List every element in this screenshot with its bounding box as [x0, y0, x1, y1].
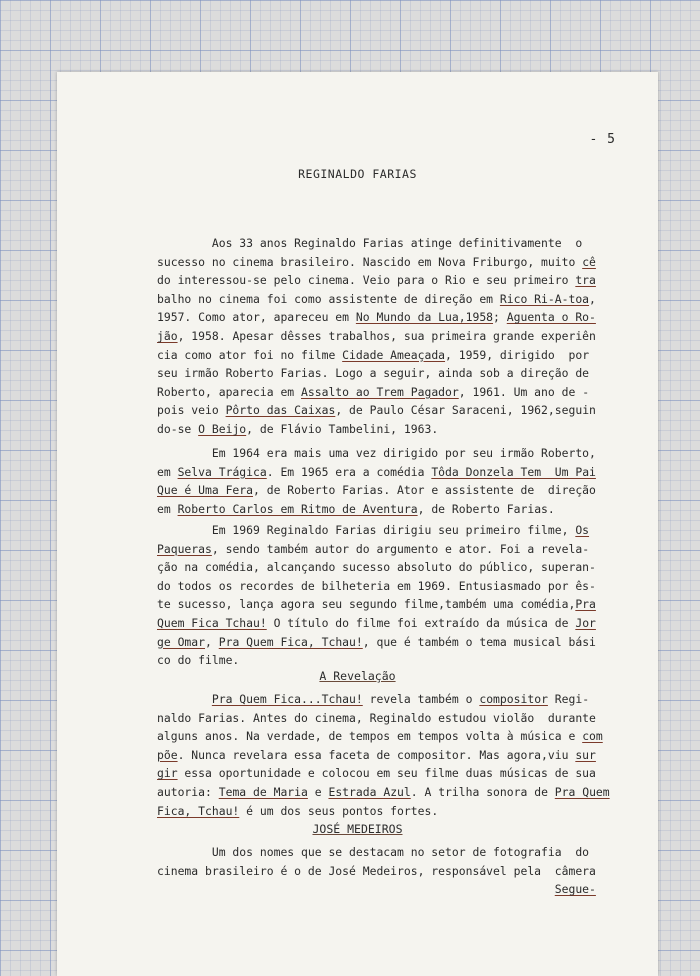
- text-run: Um dos nomes que se destacam no setor de fotografia do: [157, 845, 590, 859]
- text-run: Regi-: [547, 692, 590, 706]
- text-line: [157, 595, 613, 614]
- underlined-title: com: [582, 729, 603, 744]
- underlined-title: Aguenta o Ro-: [506, 310, 596, 325]
- text-line: [157, 862, 613, 881]
- text-run: sucesso no cinema brasileiro. Nascido em Nova Friburgo, muito: [157, 254, 583, 269]
- text-run: cia como ator foi no filme: [157, 347, 343, 362]
- section-heading-jose-text: JOSÉ MEDEIROS: [312, 822, 403, 836]
- underlined-title: Quem Fica Tchau!: [157, 615, 267, 630]
- text-line: [157, 346, 613, 365]
- text-run: ,: [205, 634, 219, 649]
- underlined-title: Rico Ri-A-toa: [499, 291, 590, 306]
- text-line: [157, 327, 613, 346]
- text-line: [157, 383, 613, 402]
- text-run: , 1961. Um ano de -: [458, 384, 590, 399]
- text-run: . Nunca revelara essa faceta de compositor. Mas agora,viu: [177, 747, 576, 762]
- text-line: [157, 521, 613, 540]
- text-run: , que é também o tema musical bási: [362, 634, 596, 649]
- text-run: [157, 882, 555, 896]
- text-run: do interessou-se pelo cinema. Veio para o Rio e seu primeiro: [157, 273, 576, 288]
- text-run: Em 1969 Reginaldo Farias dirigiu seu primeiro filme,: [157, 523, 576, 537]
- typed-page: [57, 72, 658, 976]
- text-run: alguns anos. Na verdade, de tempos em tempos volta à música e: [157, 729, 583, 744]
- text-run: co do filme.: [157, 653, 240, 668]
- underlined-title: Assalto ao Trem Pagador: [301, 384, 459, 399]
- paragraph-2: [157, 444, 613, 518]
- text-run: essa oportunidade e colocou em seu filme duas músicas de sua: [177, 766, 596, 781]
- text-line: [157, 764, 613, 783]
- text-line: [157, 633, 613, 652]
- underlined-title: tra: [575, 273, 596, 288]
- underlined-title: põe: [157, 747, 178, 762]
- text-line: [157, 463, 613, 482]
- underlined-title: Fica, Tchau!: [157, 803, 240, 818]
- text-line: [157, 444, 613, 463]
- text-run: ção na comédia, alcançando sucesso absoluto do público, superan-: [157, 560, 596, 575]
- underlined-title: gir: [157, 766, 178, 781]
- paragraph-1: [157, 234, 613, 439]
- text-line: [157, 290, 613, 309]
- text-line: [157, 802, 613, 821]
- text-run: balho no cinema foi como assistente de direção em: [157, 291, 500, 306]
- document-title: REGINALDO FARIAS: [298, 167, 417, 181]
- text-run: em: [157, 501, 178, 516]
- text-line: [157, 614, 613, 633]
- text-line: [157, 500, 613, 519]
- text-line: [157, 727, 613, 746]
- underlined-title: ge Omar: [157, 634, 206, 649]
- paragraph-3: [157, 521, 613, 670]
- text-run: O título do filme foi extraído da música de: [266, 615, 576, 630]
- text-run: Roberto, aparecia em: [157, 384, 302, 399]
- text-run: , 1959, dirigido por: [445, 347, 590, 362]
- underlined-title: Que é Uma Fera: [157, 483, 254, 498]
- text-line: [157, 709, 613, 728]
- text-run: ,: [589, 291, 596, 306]
- paragraph-jose: [157, 843, 613, 899]
- text-line: [157, 577, 613, 596]
- text-run: . Em 1965 era a comédia: [266, 464, 432, 479]
- text-run: 1957. Como ator, apareceu em: [157, 310, 356, 325]
- text-run: . A trilha sonora de: [410, 784, 555, 799]
- underlined-title: compositor: [479, 692, 548, 706]
- text-run: cinema brasileiro é o de José Medeiros, responsável pela câmera: [157, 863, 596, 878]
- text-line: [157, 308, 613, 327]
- underlined-title: Segue-: [554, 882, 596, 897]
- text-run: do-se: [157, 421, 199, 436]
- underlined-title: Jor: [575, 615, 596, 630]
- text-line: [157, 843, 613, 862]
- underlined-title: sur: [575, 747, 596, 762]
- underlined-title: O Beijo: [198, 421, 247, 436]
- underlined-title: Pra Quem Fica, Tchau!: [218, 634, 363, 649]
- text-run: seu irmão Roberto Farias. Logo a seguir, ainda sob a direção de: [157, 366, 590, 381]
- text-line: [157, 651, 613, 670]
- text-line: [157, 783, 613, 802]
- text-run: , 1958. Apesar dêsses trabalhos, sua primeira grande experiên: [177, 328, 596, 343]
- underlined-title: Os: [575, 523, 590, 537]
- text-run: em: [157, 464, 178, 479]
- underlined-title: Pra: [575, 597, 596, 612]
- text-run: , de Flávio Tambelini, 1963.: [246, 421, 439, 436]
- text-line: [157, 690, 613, 709]
- text-run: te sucesso, lança agora seu segundo filme,também uma comédia,: [157, 597, 576, 612]
- page-number: - 5: [589, 132, 616, 147]
- text-run: ;: [493, 310, 507, 325]
- underlined-title: Tema de Maria: [218, 784, 308, 799]
- text-run: naldo Farias. Antes do cinema, Reginaldo estudou violão durante: [157, 710, 596, 725]
- underlined-title: Pôrto das Caixas: [225, 403, 336, 418]
- text-run: [157, 692, 212, 706]
- text-line: [157, 271, 613, 290]
- underlined-title: Selva Trágica: [177, 464, 267, 479]
- text-line: [157, 481, 613, 500]
- text-line: [157, 420, 613, 439]
- text-line: [157, 401, 613, 420]
- underlined-title: Tôda Donzela Tem Um Pai: [431, 464, 596, 479]
- text-run: , de Roberto Farias.: [417, 501, 555, 516]
- paragraph-revelacao: [157, 690, 613, 820]
- text-run: revela também o: [362, 692, 480, 706]
- text-line: [157, 253, 613, 272]
- section-heading-revelacao: [57, 669, 658, 683]
- text-run: pois veio: [157, 403, 226, 418]
- underlined-title: cê: [582, 254, 596, 269]
- text-line: [157, 234, 613, 253]
- text-run: , de Paulo César Saraceni, 1962,seguin: [335, 403, 596, 418]
- text-line: [157, 364, 613, 383]
- text-line: [157, 540, 613, 559]
- section-heading-revelacao-text: A Revelação: [319, 669, 396, 683]
- underlined-title: Roberto Carlos em Ritmo de Aventura: [177, 501, 418, 516]
- text-line: [157, 558, 613, 577]
- underlined-title: Cidade Ameaçada: [342, 347, 446, 362]
- text-run: autoria:: [157, 784, 219, 799]
- underlined-title: jão: [157, 328, 178, 343]
- text-run: , de Roberto Farias. Ator e assistente de direção: [253, 483, 596, 498]
- text-line: [157, 746, 613, 765]
- text-run: é um dos seus pontos fortes.: [239, 803, 439, 818]
- underlined-title: Pra Quem: [554, 784, 610, 799]
- underlined-title: Pra Quem Fica...Tchau!: [211, 692, 363, 706]
- text-run: Em 1964 era mais uma vez dirigido por seu irmão Roberto,: [157, 446, 596, 460]
- text-line: [157, 880, 613, 899]
- section-heading-jose: [57, 822, 658, 836]
- underlined-title: Paqueras: [157, 541, 212, 556]
- underlined-title: Estrada Azul: [328, 784, 411, 799]
- text-run: , sendo também autor do argumento e ator. Foi a revela-: [211, 541, 590, 556]
- text-run: e: [307, 784, 329, 799]
- text-run: Aos 33 anos Reginaldo Farias atinge definitivamente o: [157, 236, 583, 250]
- text-run: do todos os recordes de bilheteria em 1969. Entusiasmado por ês-: [157, 578, 596, 593]
- underlined-title: No Mundo da Lua,1958: [355, 310, 494, 325]
